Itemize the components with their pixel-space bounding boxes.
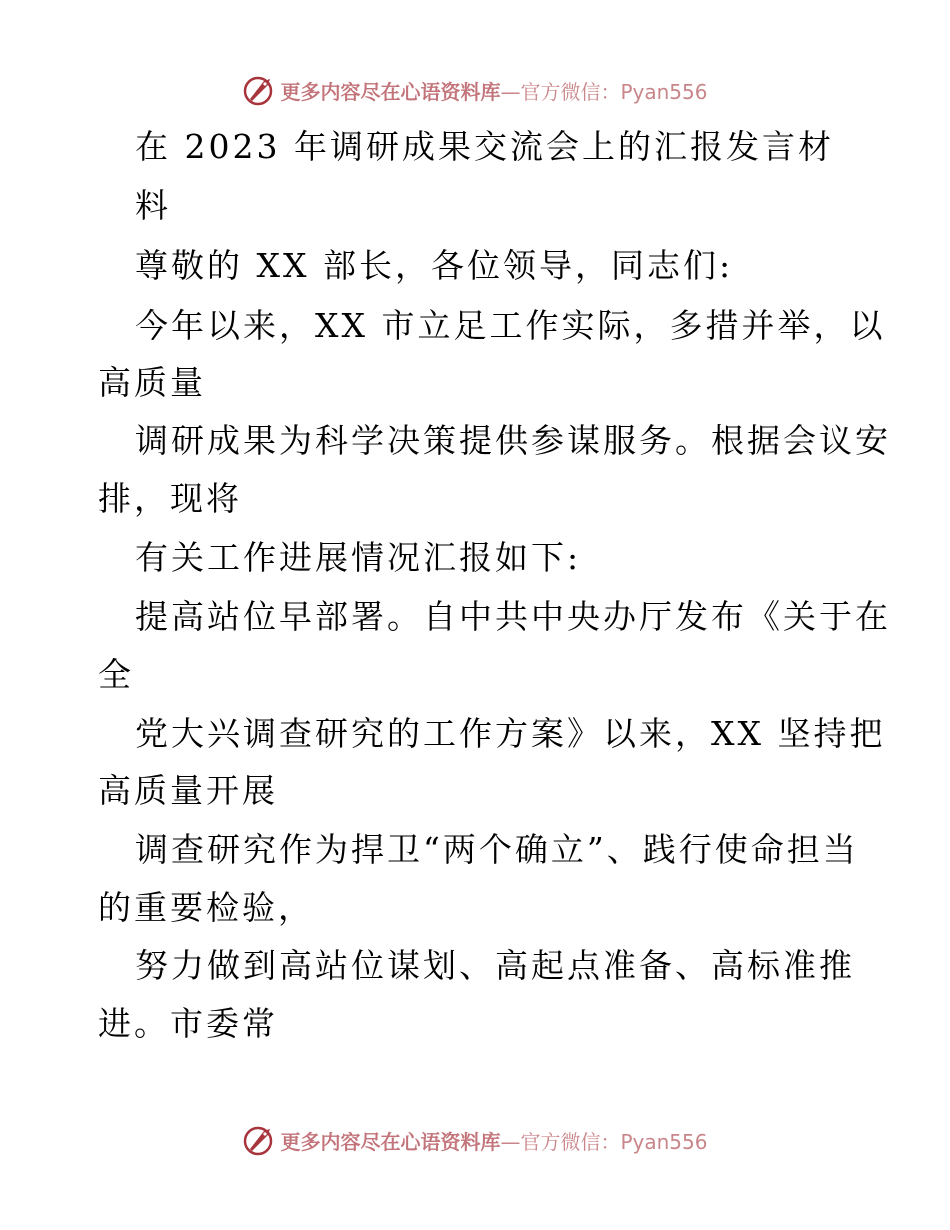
watermark-contact: 官方微信：Pyan556: [520, 1129, 708, 1154]
doc-line: 高质量开展: [98, 771, 278, 810]
watermark-contact: 官方微信：Pyan556: [520, 79, 708, 104]
doc-salutation: 尊敬的 XX 部长，各位领导，同志们:: [135, 246, 734, 285]
doc-line: 高质量: [98, 363, 206, 402]
doc-line: 排，现将: [98, 479, 242, 518]
doc-line: 调查研究作为捍卫“两个确立”、践行使命担当: [135, 830, 859, 869]
doc-line: 努力做到高站位谋划、高起点准备、高标准推: [135, 946, 855, 985]
watermark-separator: —: [500, 79, 521, 104]
doc-line: 党大兴调查研究的工作方案》以来，XX 坚持把: [135, 714, 886, 753]
doc-title-line-2: 料: [135, 186, 171, 225]
pen-nib-circle-icon: [242, 1123, 276, 1157]
header-watermark: [0, 70, 950, 110]
doc-line: 提高站位早部署。自中共中央办厅发布《关于在: [135, 597, 891, 636]
doc-line: 的重要检验，: [98, 888, 314, 927]
watermark-site: 更多内容尽在心语资料库: [280, 79, 501, 104]
pen-nib-circle-icon: [242, 73, 276, 107]
doc-line: 调研成果为科学决策提供参谋服务。根据会议安: [135, 421, 891, 460]
watermark-text: [280, 76, 707, 105]
doc-title-line-1: 在 2023 年调研成果交流会上的汇报发言材: [135, 127, 834, 166]
watermark-site: 更多内容尽在心语资料库: [280, 1129, 501, 1154]
doc-line: 进。市委常: [98, 1004, 278, 1043]
doc-line: 今年以来，XX 市立足工作实际，多措并举，以: [135, 306, 886, 345]
watermark-separator: —: [500, 1129, 521, 1154]
doc-line: 全: [98, 655, 134, 694]
footer-watermark: [0, 1120, 950, 1160]
watermark-text: [280, 1126, 707, 1155]
doc-line: 有关工作进展情况汇报如下:: [135, 538, 582, 577]
